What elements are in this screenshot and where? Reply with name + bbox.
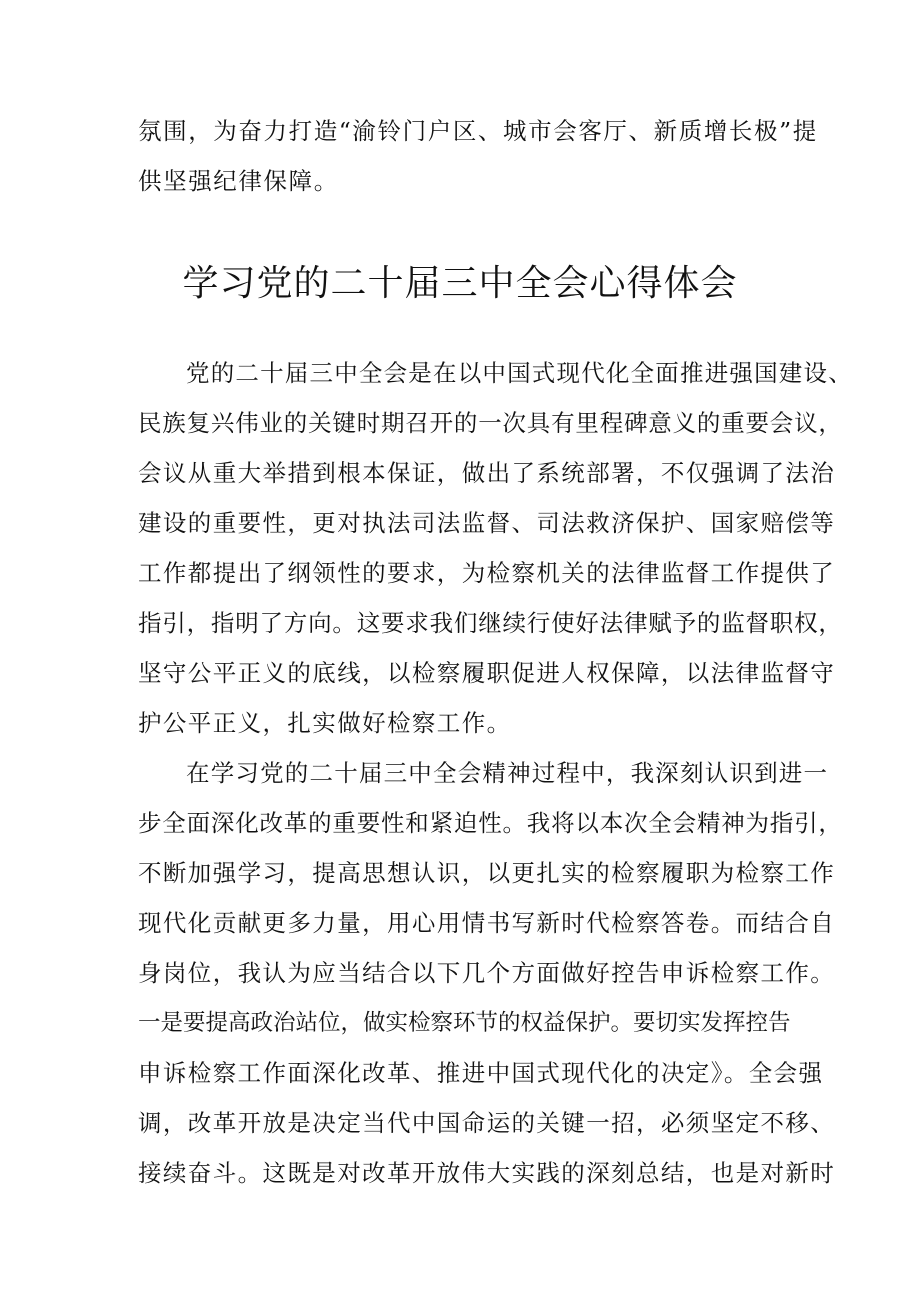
body-line-1: 党的二十届三中全会是在以中国式现代化全面推进强国建设、 xyxy=(186,359,853,387)
body-line-4: 建设的重要性，更对执法司法监督、司法救济保护、国家赔偿等 xyxy=(138,509,836,537)
document-title: 学习党的二十届三中全会心得体会 xyxy=(182,263,738,304)
body-line-6: 指引，指明了方向。这要求我们继续行使好法律赋予的监督职权， xyxy=(138,609,843,637)
body-line-7: 坚守公平正义的底线，以检察履职促进人权保障，以法律监督守 xyxy=(138,659,836,687)
body-line-10: 步全面深化改革的重要性和紧迫性。我将以本次全会精神为指引， xyxy=(138,809,843,837)
body-line-3: 会议从重大举措到根本保证，做出了系统部署，不仅强调了法治 xyxy=(138,459,836,487)
body-line-11: 不断加强学习，提高思想认识，以更扎实的检察履职为检察工作 xyxy=(138,859,836,887)
body-line-5: 工作都提出了纲领性的要求，为检察机关的法律监督工作提供了 xyxy=(138,559,836,587)
body-line-8: 护公平正义，扎实做好检察工作。 xyxy=(138,709,512,737)
body-line-2: 民族复兴伟业的关键时期召开的一次具有里程碑意义的重要会议， xyxy=(138,409,843,437)
body-line-15: 申诉检察工作面深化改革、推进中国式现代化的决定》。全会强 xyxy=(138,1059,824,1087)
body-line-12: 现代化贡献更多力量，用心用情书写新时代检察答卷。而结合自 xyxy=(138,909,836,937)
body-line-13: 身岗位，我认为应当结合以下几个方面做好控告申诉检察工作。 xyxy=(138,959,836,987)
body-line-16: 调，改革开放是决定当代中国命运的关键一招，必须坚定不移、 xyxy=(138,1109,836,1137)
body-line-14: 一是要提高政治站位，做实检察环节的权益保护。要切实发挥控告 xyxy=(138,1010,791,1036)
body-line-17: 接续奋斗。这既是对改革开放伟大实践的深刻总结，也是对新时 xyxy=(138,1159,836,1187)
body-line-9: 在学习党的二十届三中全会精神过程中，我深刻认识到进一 xyxy=(186,759,829,787)
intro-line-2: 供坚强纪律保障。 xyxy=(138,167,339,195)
intro-line-1: 氛围，为奋力打造“渝铃门户区、城市会客厅、新质增长极”提 xyxy=(138,117,818,145)
